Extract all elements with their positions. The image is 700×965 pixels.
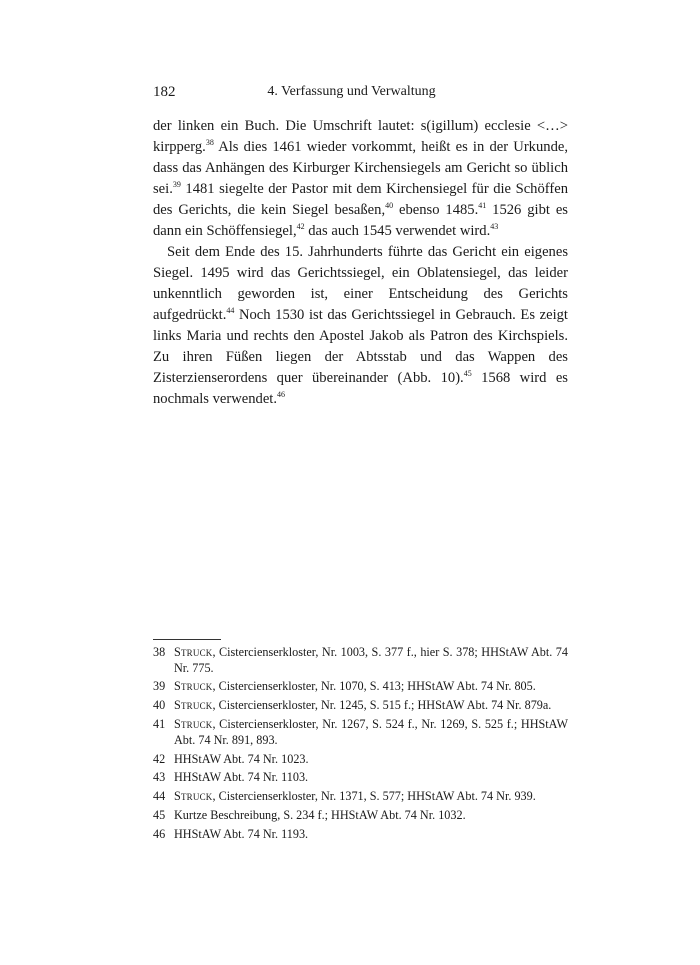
footnote-ref[interactable]: 46	[277, 390, 286, 400]
footnote-ref[interactable]: 44	[226, 306, 235, 316]
author-name: Struck	[174, 717, 213, 732]
author-name: Struck	[174, 679, 213, 694]
footnote-ref[interactable]: 43	[490, 222, 499, 232]
footnote-ref[interactable]: 40	[385, 201, 394, 211]
footnote	[153, 770, 568, 786]
text-run: HHStAW Abt. 74 Nr. 1103.	[174, 770, 309, 785]
footnote-number: 38	[153, 645, 166, 659]
footnote	[153, 698, 568, 714]
footnotes	[153, 645, 568, 846]
footnote-number: 46	[153, 827, 166, 842]
text-run: 1568 wird es nochmals verwendet.	[153, 370, 568, 407]
text-run: , Cistercienserkloster, Nr. 1267, S. 524 f., Nr. 1269, S. 525 f.; HHStAW Abt. 74 Nr. 891, 893.	[174, 717, 568, 747]
text-run: , Cistercienserkloster, Nr. 1371, S. 577; HHStAW Abt. 74 Nr. 939.	[212, 789, 536, 804]
text-run: Noch 1530 ist das Gerichtssiegel in Gebrauch. Es zeigt links Maria und rechts den Apostel Jakob als Patron des Kirchspiels. Zu ihren Füßen liegen der Abtsstab und das Wappen des Zisterzienserordens quer übereinander (Abb. 10).	[153, 307, 568, 386]
footnote-number: 44	[153, 789, 166, 804]
footnote-separator	[153, 639, 221, 640]
footnote	[153, 679, 568, 695]
footnote-ref[interactable]: 42	[296, 222, 305, 232]
footnote-ref[interactable]: 41	[478, 201, 487, 211]
page-number: 182	[153, 84, 176, 100]
running-head: 4. Verfassung und Verwaltung	[267, 84, 436, 99]
text-run: HHStAW Abt. 74 Nr. 1023.	[174, 751, 309, 766]
text-run: 1481 siegelte der Pastor mit dem Kirchensiegel für die Schöffen des Gerichts, die kein Siegel besaßen,	[153, 181, 568, 218]
text-run: Kurtze Beschreibung, S. 234 f.; HHStAW Abt. 74 Nr. 1032.	[174, 808, 466, 823]
page-header	[153, 84, 550, 106]
footnote	[153, 752, 568, 768]
text-run: , Cistercienserkloster, Nr. 1245, S. 515 f.; HHStAW Abt. 74 Nr. 879a.	[212, 698, 552, 713]
footnote	[153, 717, 568, 748]
text-run: der linken ein Buch. Die Umschrift lautet: s(igillum) ecclesie <…> kirpperg.	[153, 118, 568, 155]
footnote-number: 42	[153, 751, 166, 766]
text-run: HHStAW Abt. 74 Nr. 1193.	[174, 827, 309, 842]
author-name: Struck	[174, 789, 213, 804]
text-run: ebenso 1485.	[393, 202, 479, 218]
text-run: das auch 1545 verwendet wird.	[304, 223, 491, 239]
author-name: Struck	[174, 645, 213, 659]
footnote	[153, 827, 568, 843]
footnote-number: 39	[153, 679, 166, 694]
text-run: , Cistercienserkloster, Nr. 1003, S. 377 f., hier S. 378; HHStAW Abt. 74 Nr. 775.	[174, 645, 568, 675]
author-name: Struck	[174, 698, 213, 713]
footnote-number: 40	[153, 698, 166, 713]
text-run: 1526 gibt es dann ein Schöffensiegel,	[153, 202, 568, 239]
footnote-ref[interactable]: 39	[172, 180, 181, 190]
text-run: Als dies 1461 wieder vorkommt, heißt es in der Urkunde, dass das Anhängen des Kirburger Kirchensiegels am Gericht so üblich sei.	[153, 139, 568, 197]
footnote	[153, 789, 568, 805]
footnote	[153, 645, 568, 676]
footnote	[153, 808, 568, 824]
paragraph	[153, 242, 568, 410]
text-run: , Cistercienserkloster, Nr. 1070, S. 413; HHStAW Abt. 74 Nr. 805.	[212, 679, 536, 694]
text-run: Seit dem Ende des 15. Jahrhunderts führte das Gericht ein eigenes Siegel. 1495 wird das Gerichtssiegel, ein Oblatensiegel, das leider unkenntlich geworden ist, einer Entscheidung des Gerichts aufgedrückt.	[153, 244, 568, 323]
paragraph	[153, 116, 568, 242]
body-text	[153, 116, 568, 410]
footnote-ref[interactable]: 38	[205, 138, 214, 148]
footnote-number: 43	[153, 770, 166, 785]
footnote-number: 41	[153, 717, 166, 732]
footnote-number: 45	[153, 808, 166, 823]
footnote-ref[interactable]: 45	[463, 369, 472, 379]
